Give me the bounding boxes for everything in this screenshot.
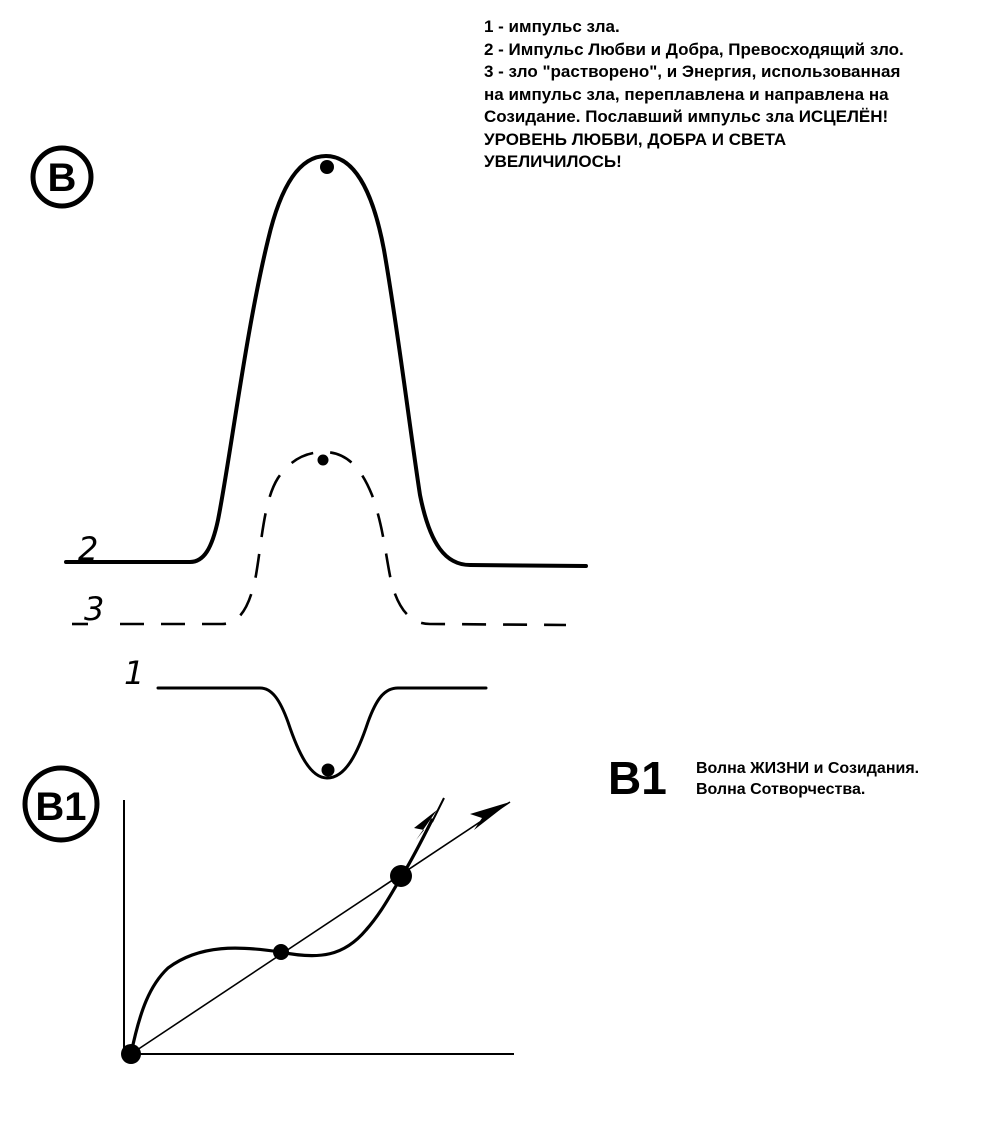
- diagram-b: [33, 148, 586, 778]
- curve-3-transformed: [120, 452, 566, 625]
- legend-line: на импульс зла, переплавлена и направлена на: [484, 84, 889, 104]
- b1-trend-line: [131, 802, 510, 1054]
- curve-1-label: 1: [124, 654, 145, 692]
- b1-origin-point: [121, 1044, 141, 1064]
- b1-trend-arrowhead: [470, 802, 510, 830]
- b1-first-intersection-point: [273, 944, 289, 960]
- legend-line: 2 - Импульс Любви и Добра, Превосходящий зло.: [484, 39, 904, 59]
- curve-2-label: 2: [78, 530, 99, 568]
- b1-description: [696, 758, 919, 800]
- curve-2-love-impulse: [66, 156, 586, 566]
- legend-line: УРОВЕНЬ ЛЮБВИ, ДОБРА И СВЕТА: [484, 129, 787, 149]
- legend-line: УВЕЛИЧИЛОСЬ!: [484, 152, 622, 171]
- b1-second-intersection-point: [390, 865, 412, 887]
- b1-title: B1: [608, 752, 667, 804]
- curve-1-trough-point: [322, 764, 335, 777]
- legend-text: [484, 16, 984, 174]
- badge-b1-label: B1: [35, 785, 87, 829]
- diagram-b1: [25, 768, 514, 1064]
- b1-wave-curve: [131, 820, 432, 1054]
- b1-desc-line: Волна ЖИЗНИ и Созидания.: [696, 760, 920, 777]
- legend-line: 1 - импульс зла.: [484, 17, 620, 36]
- curve-3-label: 3: [84, 590, 105, 628]
- legend-line: 3 - зло "растворено", и Энергия, использованная: [484, 62, 901, 81]
- legend-line: Созидание. Пославший импульс зла ИСЦЕЛЁН!: [484, 107, 889, 126]
- b1-wave-arrow-shaft: [432, 798, 444, 822]
- badge-b-label: B: [47, 156, 77, 200]
- curve-2-peak-point: [320, 160, 334, 174]
- curve-3-peak-point: [318, 455, 329, 466]
- curve-1-evil-impulse: [158, 688, 486, 778]
- b1-desc-line: Волна Сотворчества.: [696, 781, 866, 798]
